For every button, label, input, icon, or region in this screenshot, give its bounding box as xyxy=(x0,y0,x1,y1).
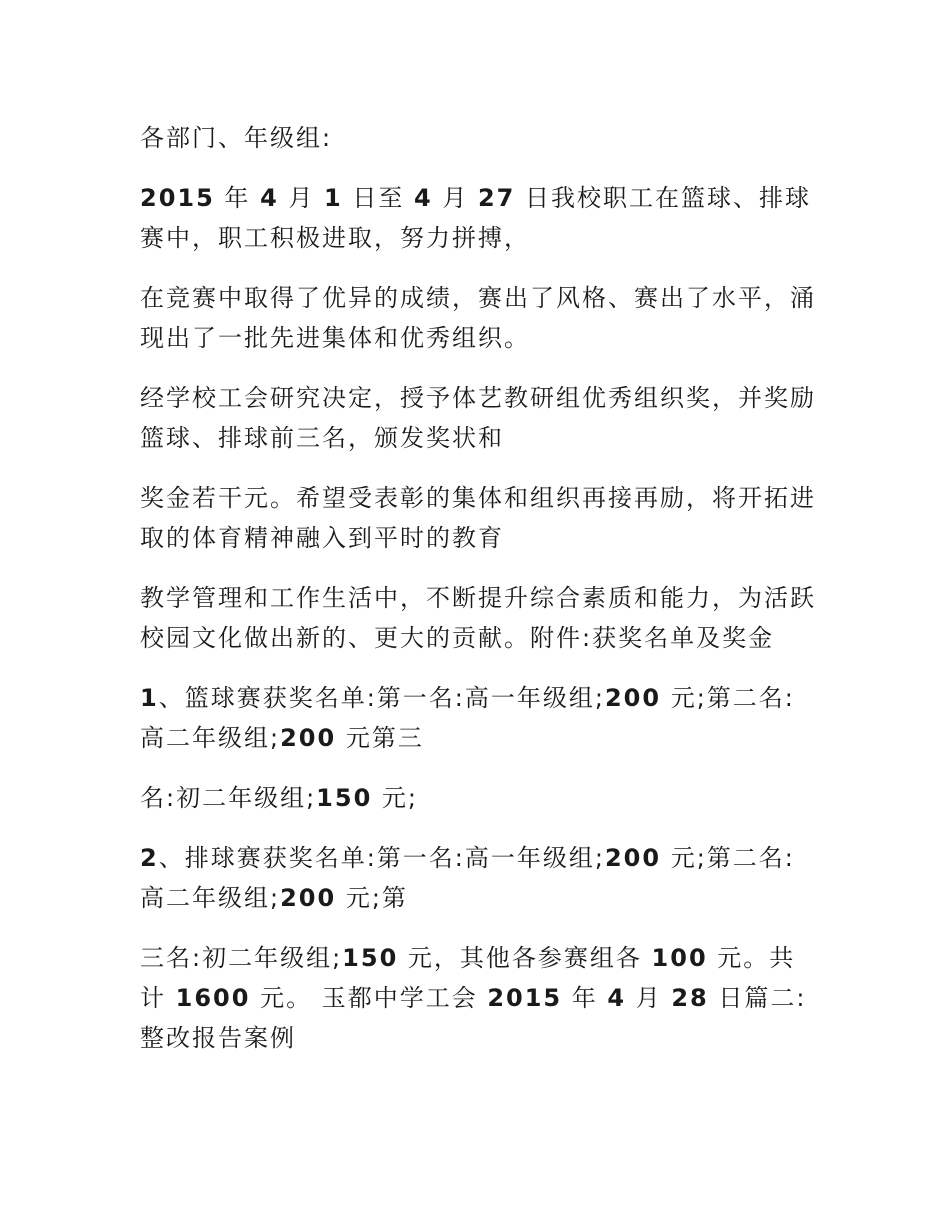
number-text: 1 xyxy=(140,684,159,712)
number-text: 100 xyxy=(651,944,708,972)
number-text: 4 xyxy=(414,184,433,212)
number-text: 1 xyxy=(324,184,343,212)
number-text: 28 xyxy=(671,984,709,1012)
basketball-winners: 1、篮球赛获奖名单:第一名:高一年级组;200 元;第二名:高二年级组;200 元第三 xyxy=(140,684,795,752)
number-text: 200 xyxy=(280,884,337,912)
volleyball-winners-cont: 三名:初二年级组;150 元，其他各参赛组各 100 元。共计 1600 元。 玉都中学工会 2015 年 4 月 28 日篇二:整改报告案例 xyxy=(140,944,807,1052)
number-text: 2015 xyxy=(140,184,215,212)
paragraph-results: 在竞赛中取得了优异的成绩，赛出了风格、赛出了水平，涌现出了一批先进集体和优秀组织。 xyxy=(140,284,816,352)
paragraph-decision: 经学校工会研究决定，授予体艺教研组优秀组织奖，并奖励篮球、排球前三名，颁发奖状和 xyxy=(140,384,816,452)
number-text: 2015 xyxy=(487,984,563,1012)
basketball-winners-cont: 名:初二年级组;150 元; xyxy=(140,784,418,812)
number-text: 150 xyxy=(342,944,399,972)
number-text: 2 xyxy=(140,844,159,872)
number-text: 1600 xyxy=(175,984,251,1012)
number-text: 150 xyxy=(316,784,373,812)
paragraph-attachment: 教学管理和工作生活中，不断提升综合素质和能力，为活跃校园文化做出新的、更大的贡献。附件:获奖名单及奖金 xyxy=(140,584,816,652)
number-text: 27 xyxy=(477,184,516,212)
salutation: 各部门、年级组: xyxy=(140,124,333,152)
paragraph-encouragement: 奖金若干元。希望受表彰的集体和组织再接再励，将开拓进取的体育精神融入到平时的教育 xyxy=(140,484,816,552)
document-body xyxy=(140,118,820,1078)
number-text: 200 xyxy=(280,724,337,752)
number-text: 4 xyxy=(607,984,627,1012)
paragraph-competition-dates: 2015 年 4 月 1 日至 4 月 27 日我校职工在篮球、排球赛中，职工积极进取，努力拼搏， xyxy=(140,184,812,252)
number-text: 200 xyxy=(604,684,662,712)
number-text: 200 xyxy=(604,844,662,872)
number-text: 4 xyxy=(260,184,279,212)
volleyball-winners: 2、排球赛获奖名单:第一名:高一年级组;200 元;第二名:高二年级组;200 元;第 xyxy=(140,844,795,912)
